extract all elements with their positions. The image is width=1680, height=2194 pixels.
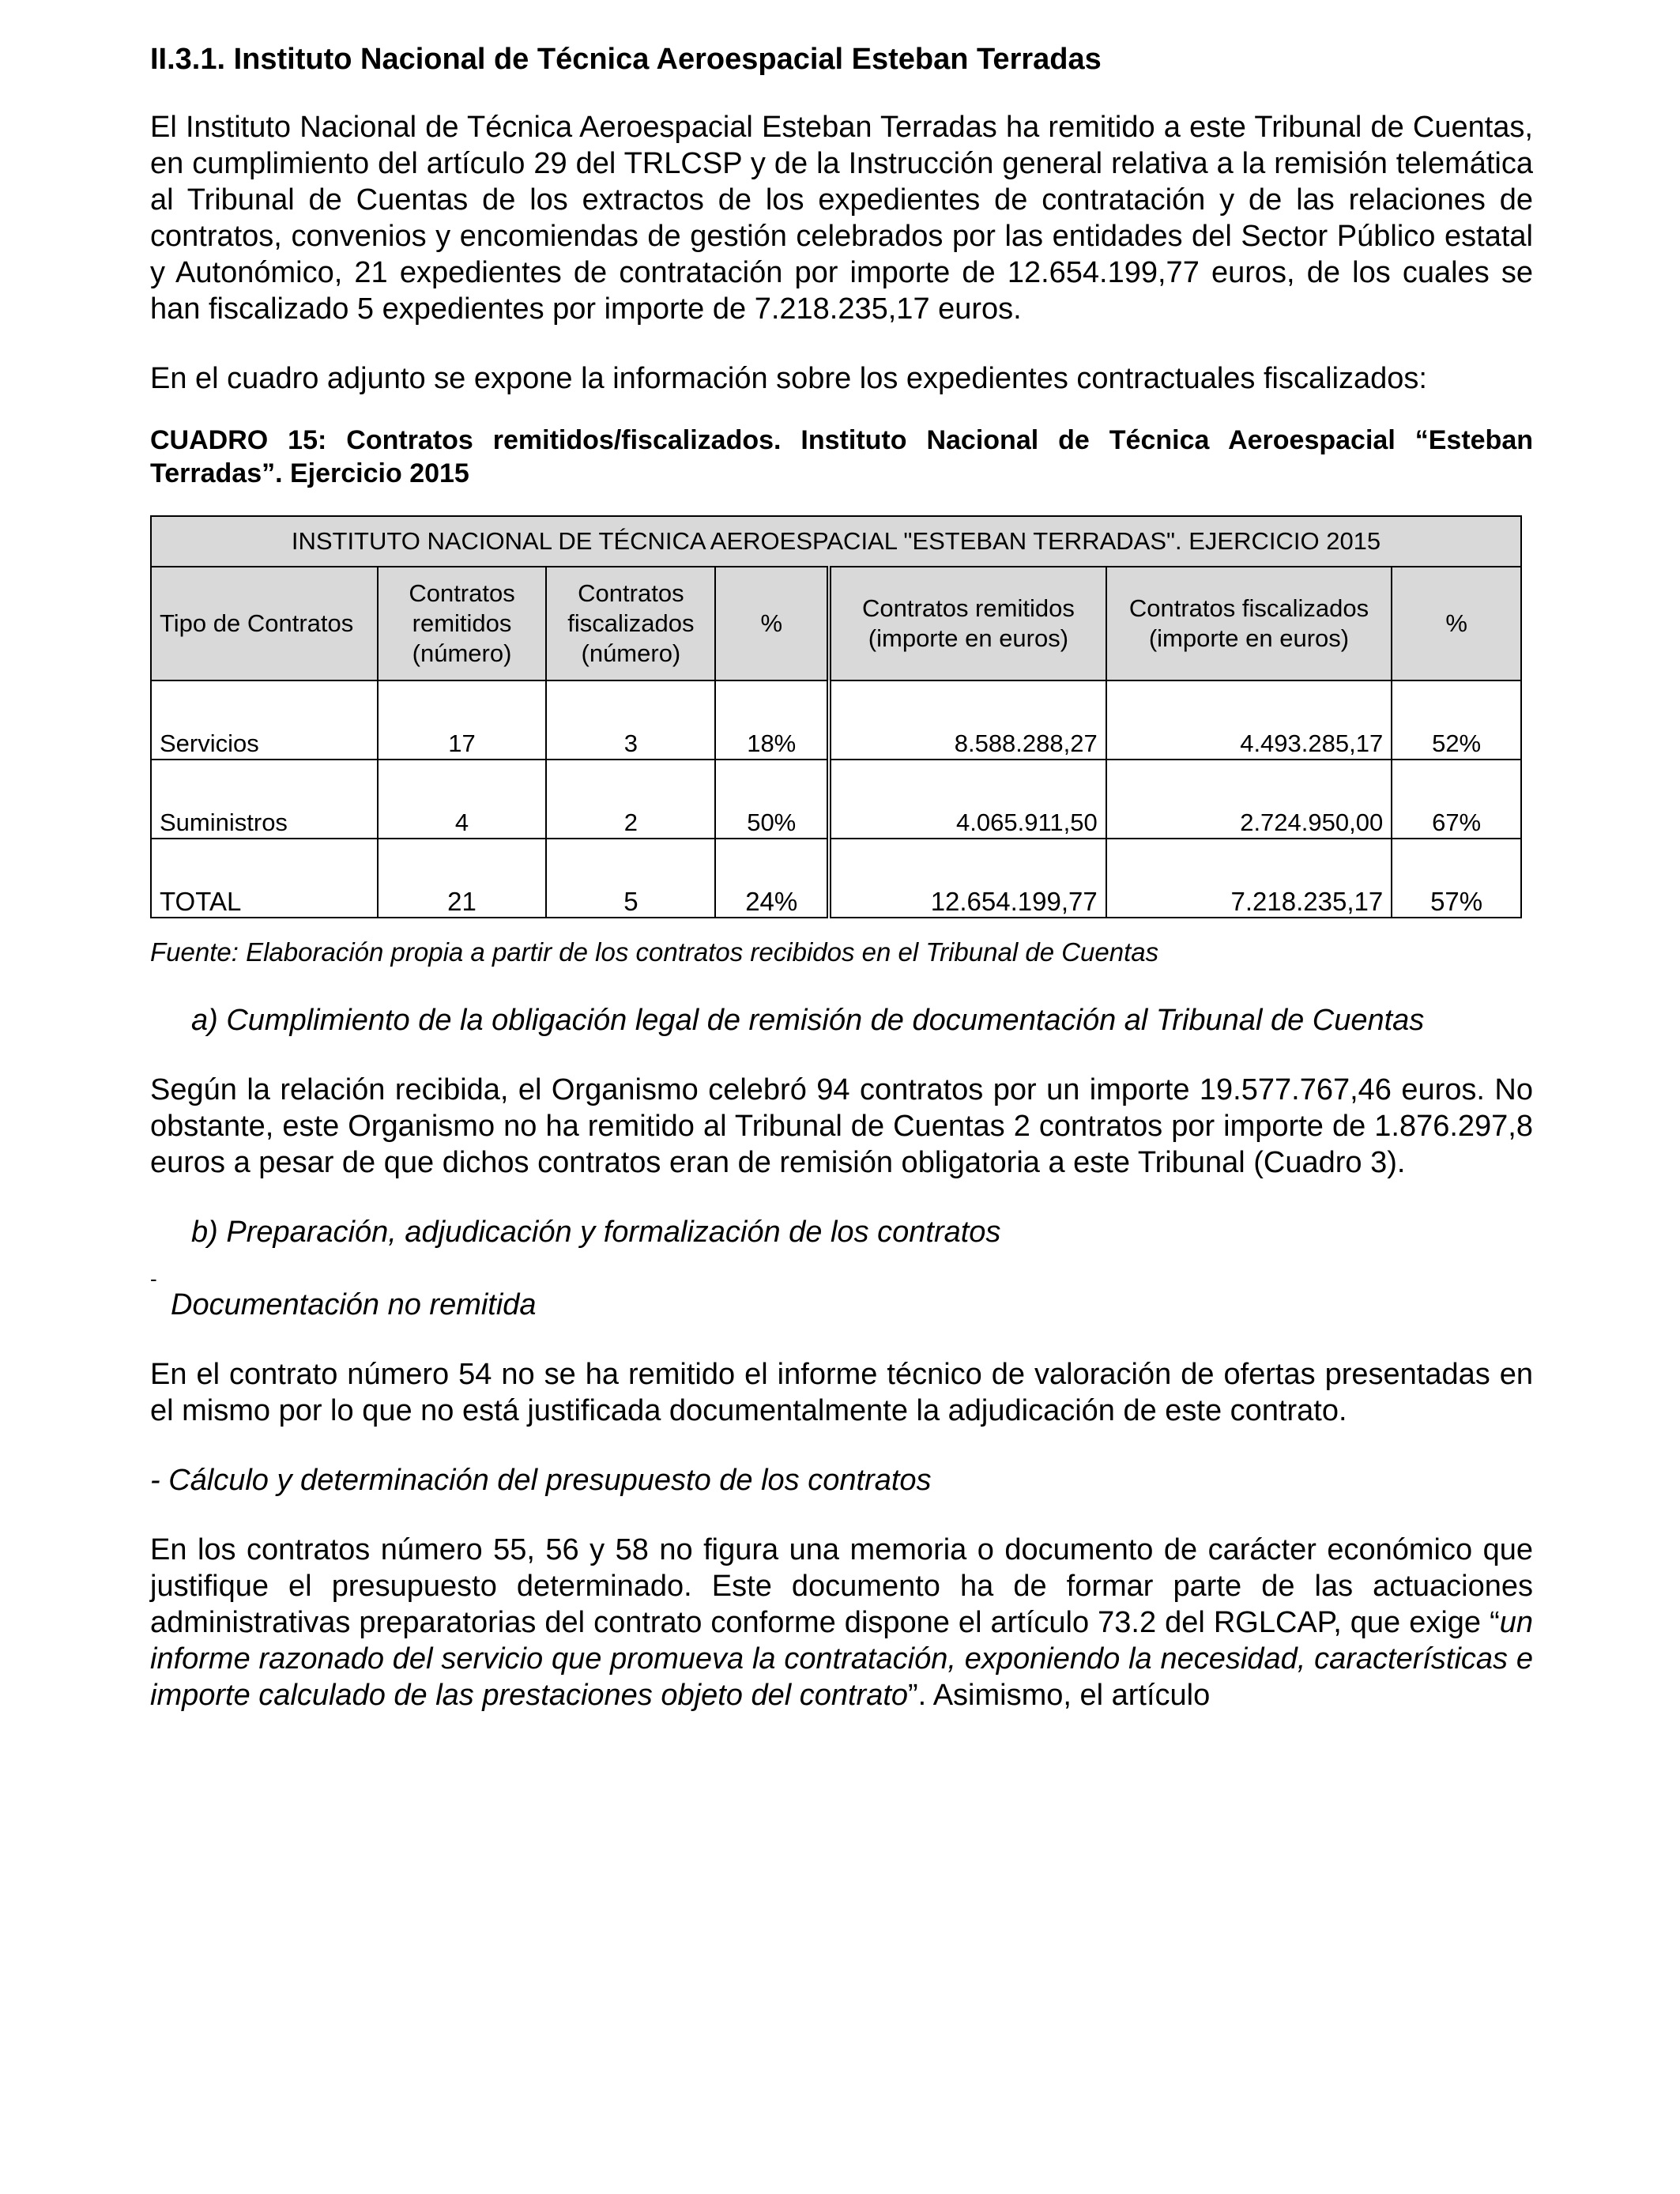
contracts-table [150,515,1522,918]
cell-fiscalizados-importe: 4.493.285,17 [1106,680,1392,760]
cell-fiscalizados-numero: 5 [546,839,715,918]
cell-fiscalizados-importe: 7.218.235,17 [1106,839,1392,918]
cell-remitidos-numero: 17 [378,680,547,760]
cell-tipo: Suministros [151,760,378,839]
presupuesto-text-after: ”. Asimismo, el artículo [908,1679,1211,1712]
cell-percent-importe: 57% [1392,839,1521,918]
presupuesto-heading: - Cálculo y determinación del presupuesto de los contratos [150,1464,932,1497]
subsection-b-heading: b) Preparación, adjudicación y formalización de los contratos [191,1216,1001,1249]
cell-tipo: TOTAL [151,839,378,918]
section-heading: II.3.1. Instituto Nacional de Técnica Aeroespacial Esteban Terradas [150,43,1102,76]
subsection-a-heading: a) Cumplimiento de la obligación legal de remisión de documentación al Tribunal de Cuentas [191,1004,1425,1037]
cell-percent-importe: 67% [1392,760,1521,839]
document-page [150,41,1533,1747]
remision-paragraph: Según la relación recibida, el Organismo celebró 94 contratos por un importe 19.577.767,46 euros. No obstante, este Organismo no ha remitido al Tribunal de Cuentas 2 contratos por importe de 1.876.297,8 euros a pesar de que dichos contratos eran de remisión obligatoria a este Tribunal (Cuadro 3). [150,1073,1533,1179]
cell-remitidos-importe: 4.065.911,50 [829,760,1106,839]
table-source: Fuente: Elaboración propia a partir de los contratos recibidos en el Tribunal de Cuentas [150,937,1159,967]
presupuesto-paragraph [150,1532,1533,1713]
header-fiscalizados-numero: Contratos fiscalizados (número) [546,567,715,680]
header-percent-importe: % [1392,567,1521,680]
header-remitidos-numero: Contratos remitidos (número) [378,567,547,680]
header-fiscalizados-importe: Contratos fiscalizados (importe en euros) [1106,567,1392,680]
intro-paragraph: El Instituto Nacional de Técnica Aeroespacial Esteban Terradas ha remitido a este Tribunal de Cuentas, en cumplimiento del artículo 29 del TRLCSP y de la Instrucción general relativa a la remisión telemática al Tribunal de Cuentas de los extractos de los expedientes de contratación y de las relaciones de contratos, convenios y encomiendas de gestión celebrados por las entidades del Sector Público estatal y Autonómico, 21 expedientes de contratación por importe de 12.654.199,77 euros, de los cuales se han fiscalizado 5 expedientes por importe de 7.218.235,17 euros. [150,111,1533,326]
header-remitidos-importe: Contratos remitidos (importe en euros) [829,567,1106,680]
cell-percent-numero: 18% [715,680,829,760]
presupuesto-text-before: En los contratos número 55, 56 y 58 no figura una memoria o documento de carácter económico que justifique el presupuesto determinado. Este documento ha de formar parte de las actuaciones administrativas preparatorias del contrato conforme dispone el artículo 73.2 del RGLCAP, que exige “ [150,1533,1533,1639]
table-row [151,680,1521,760]
cell-percent-numero: 50% [715,760,829,839]
header-percent-numero: % [715,567,829,680]
dash-mark: - [150,1267,157,1291]
cell-remitidos-importe: 8.588.288,27 [829,680,1106,760]
table-title-row [151,516,1521,567]
cell-fiscalizados-importe: 2.724.950,00 [1106,760,1392,839]
documentacion-paragraph: En el contrato número 54 no se ha remitido el informe técnico de valoración de ofertas presentadas en el mismo por lo que no está justificada documentalmente la adjudicación de este contrato. [150,1358,1533,1427]
cell-fiscalizados-numero: 2 [546,760,715,839]
cell-fiscalizados-numero: 3 [546,680,715,760]
table-caption: CUADRO 15: Contratos remitidos/fiscalizados. Instituto Nacional de Técnica Aeroespacial “Esteban Terradas”. Ejercicio 2015 [150,425,1533,488]
table-row [151,760,1521,839]
cell-percent-numero: 24% [715,839,829,918]
cell-tipo: Servicios [151,680,378,760]
presupuesto-quote: un informe razonado del servicio que promueva la contratación, exponiendo la necesidad, características e importe calculado de las prestaciones objeto del contrato [150,1606,1533,1712]
table-total-row [151,839,1521,918]
header-tipo: Tipo de Contratos [151,567,378,680]
cell-remitidos-numero: 4 [378,760,547,839]
cell-remitidos-importe: 12.654.199,77 [829,839,1106,918]
cell-remitidos-numero: 21 [378,839,547,918]
table-title: INSTITUTO NACIONAL DE TÉCNICA AEROESPACIAL "ESTEBAN TERRADAS". EJERCICIO 2015 [151,516,1521,567]
table-header-row [151,567,1521,680]
documentacion-heading: Documentación no remitida [171,1288,537,1321]
table-intro-paragraph: En el cuadro adjunto se expone la información sobre los expedientes contractuales fiscalizados: [150,362,1427,395]
cell-percent-importe: 52% [1392,680,1521,760]
